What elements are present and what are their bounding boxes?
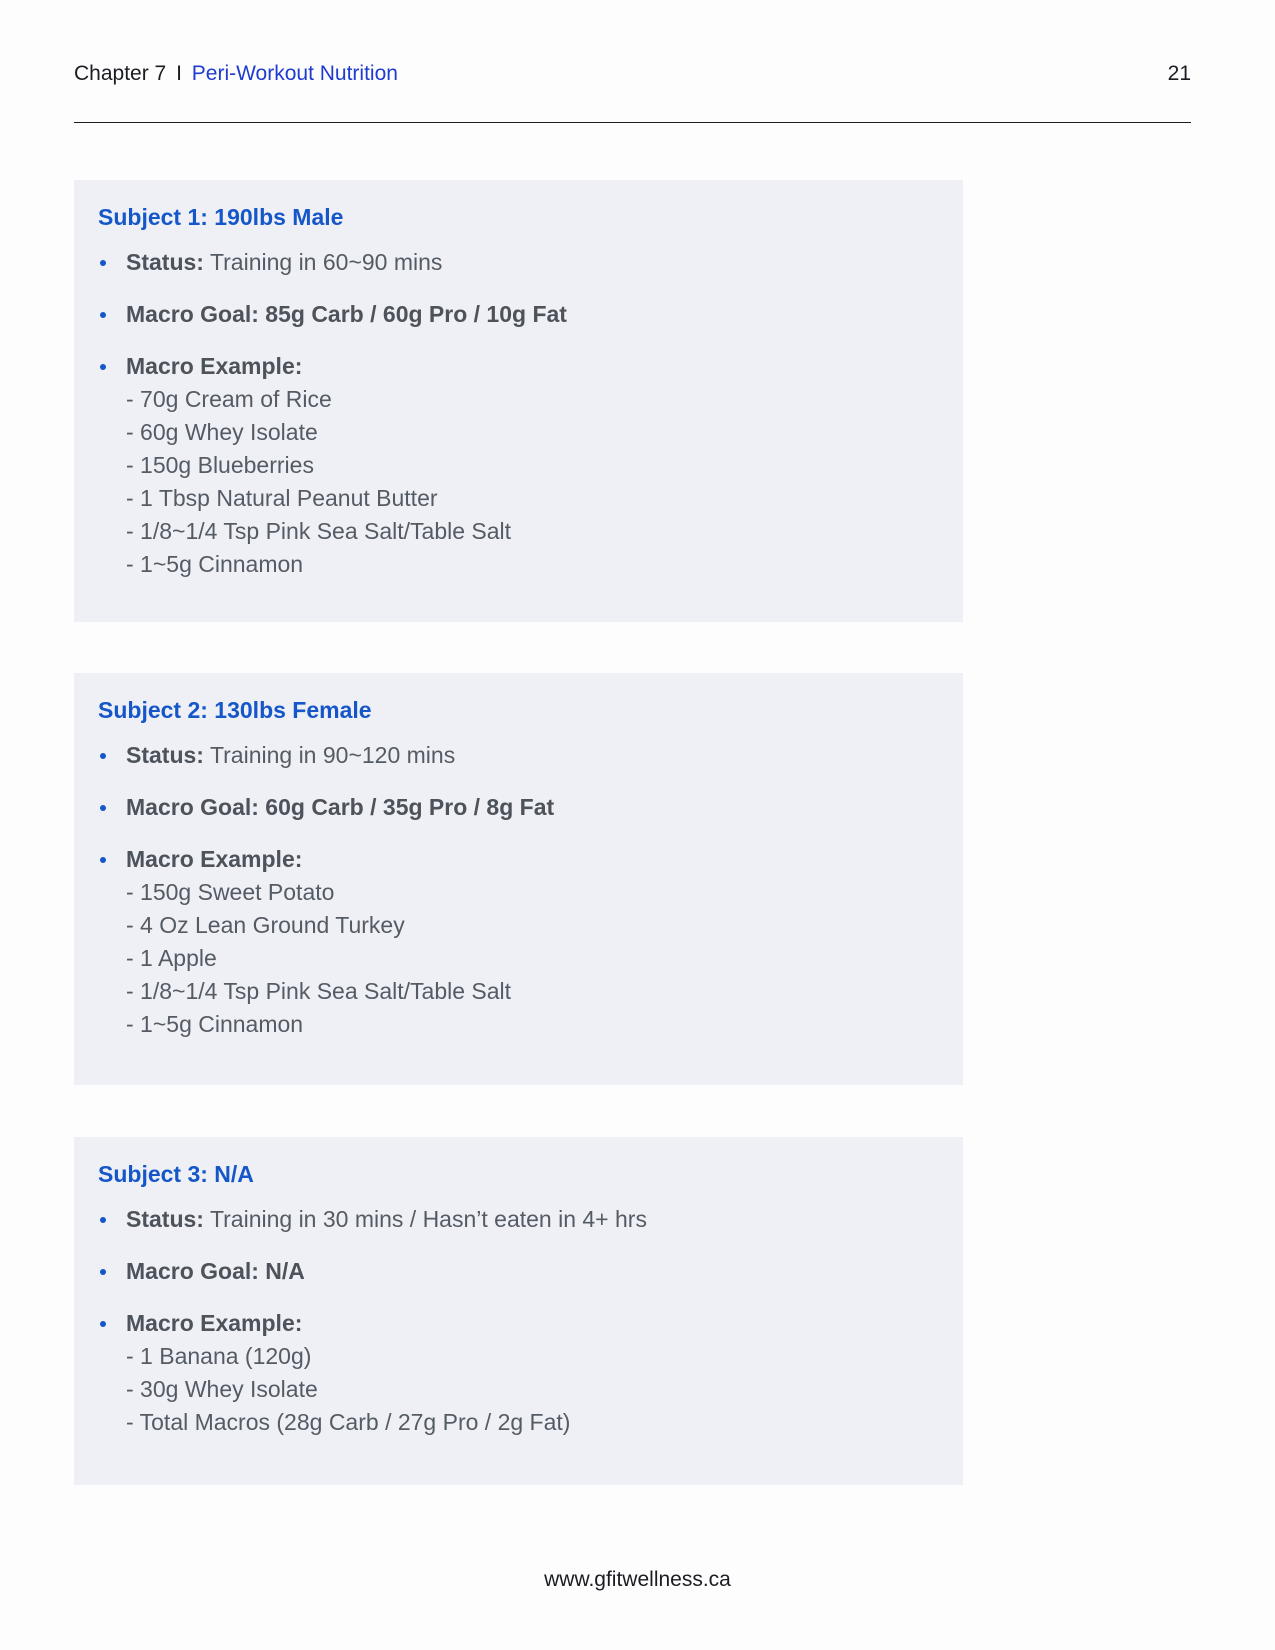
list-item: - 150g Sweet Potato bbox=[126, 879, 335, 905]
list-item: - 1~5g Cinnamon bbox=[126, 551, 304, 577]
bullet-dot bbox=[100, 805, 106, 811]
subject-title: Subject 1: 190lbs Male bbox=[98, 204, 344, 230]
macro-example-label: Macro Example: bbox=[126, 846, 303, 872]
list-item: - 70g Cream of Rice bbox=[126, 386, 332, 412]
chapter-separator: I bbox=[176, 62, 182, 85]
status-value: Training in 60~90 mins bbox=[209, 249, 443, 275]
macro-example-list bbox=[126, 383, 511, 581]
bullet-dot bbox=[100, 857, 106, 863]
list-item: - 1/8~1/4 Tsp Pink Sea Salt/Table Salt bbox=[126, 518, 512, 544]
list-item: - 1/8~1/4 Tsp Pink Sea Salt/Table Salt bbox=[126, 978, 512, 1004]
list-item: - 1~5g Cinnamon bbox=[126, 1011, 304, 1037]
bullet-dot bbox=[100, 1217, 106, 1223]
macro-example-list bbox=[126, 1340, 570, 1439]
bullet-dot bbox=[100, 260, 106, 266]
page-header bbox=[74, 60, 1191, 123]
macro-goal: Macro Goal: 85g Carb / 60g Pro / 10g Fat bbox=[126, 301, 567, 327]
list-item: - Total Macros (28g Carb / 27g Pro / 2g Fat) bbox=[126, 1409, 571, 1435]
macro-example-list bbox=[126, 876, 511, 1041]
bullet-dot bbox=[100, 753, 106, 759]
list-item: - 4 Oz Lean Ground Turkey bbox=[126, 912, 405, 938]
bullet-dot bbox=[100, 312, 106, 318]
status-label: Status: bbox=[126, 1206, 204, 1232]
list-item: - 1 Banana (120g) bbox=[126, 1343, 312, 1369]
list-item: - 1 Apple bbox=[126, 945, 217, 971]
subject-title: Subject 3: N/A bbox=[98, 1161, 254, 1187]
bullet-dot bbox=[100, 364, 106, 370]
bullet-dot bbox=[100, 1321, 106, 1327]
status-label: Status: bbox=[126, 742, 204, 768]
status-value: Training in 90~120 mins bbox=[209, 742, 456, 768]
list-item: - 1 Tbsp Natural Peanut Butter bbox=[126, 485, 438, 511]
section-title: Peri-Workout Nutrition bbox=[191, 62, 398, 85]
page-number: 21 bbox=[1167, 62, 1191, 85]
chapter-label: Chapter 7 bbox=[74, 62, 167, 85]
macro-goal: Macro Goal: 60g Carb / 35g Pro / 8g Fat bbox=[126, 794, 555, 820]
subject-card-2 bbox=[74, 673, 963, 1085]
footer-website: www.gfitwellness.ca bbox=[544, 1568, 731, 1591]
subject-title: Subject 2: 130lbs Female bbox=[98, 697, 372, 723]
status-value: Training in 30 mins / Hasn’t eaten in 4+ hrs bbox=[209, 1206, 647, 1232]
subject-card-3 bbox=[74, 1137, 963, 1485]
subject-card-1 bbox=[74, 180, 963, 622]
list-item: - 60g Whey Isolate bbox=[126, 419, 318, 445]
status-label: Status: bbox=[126, 249, 204, 275]
bullet-dot bbox=[100, 1269, 106, 1275]
macro-example-label: Macro Example: bbox=[126, 1310, 303, 1336]
chapter-heading bbox=[74, 62, 398, 86]
macro-example-label: Macro Example: bbox=[126, 353, 303, 379]
list-item: - 30g Whey Isolate bbox=[126, 1376, 318, 1402]
list-item: - 150g Blueberries bbox=[126, 452, 314, 478]
macro-goal: Macro Goal: N/A bbox=[126, 1258, 305, 1284]
